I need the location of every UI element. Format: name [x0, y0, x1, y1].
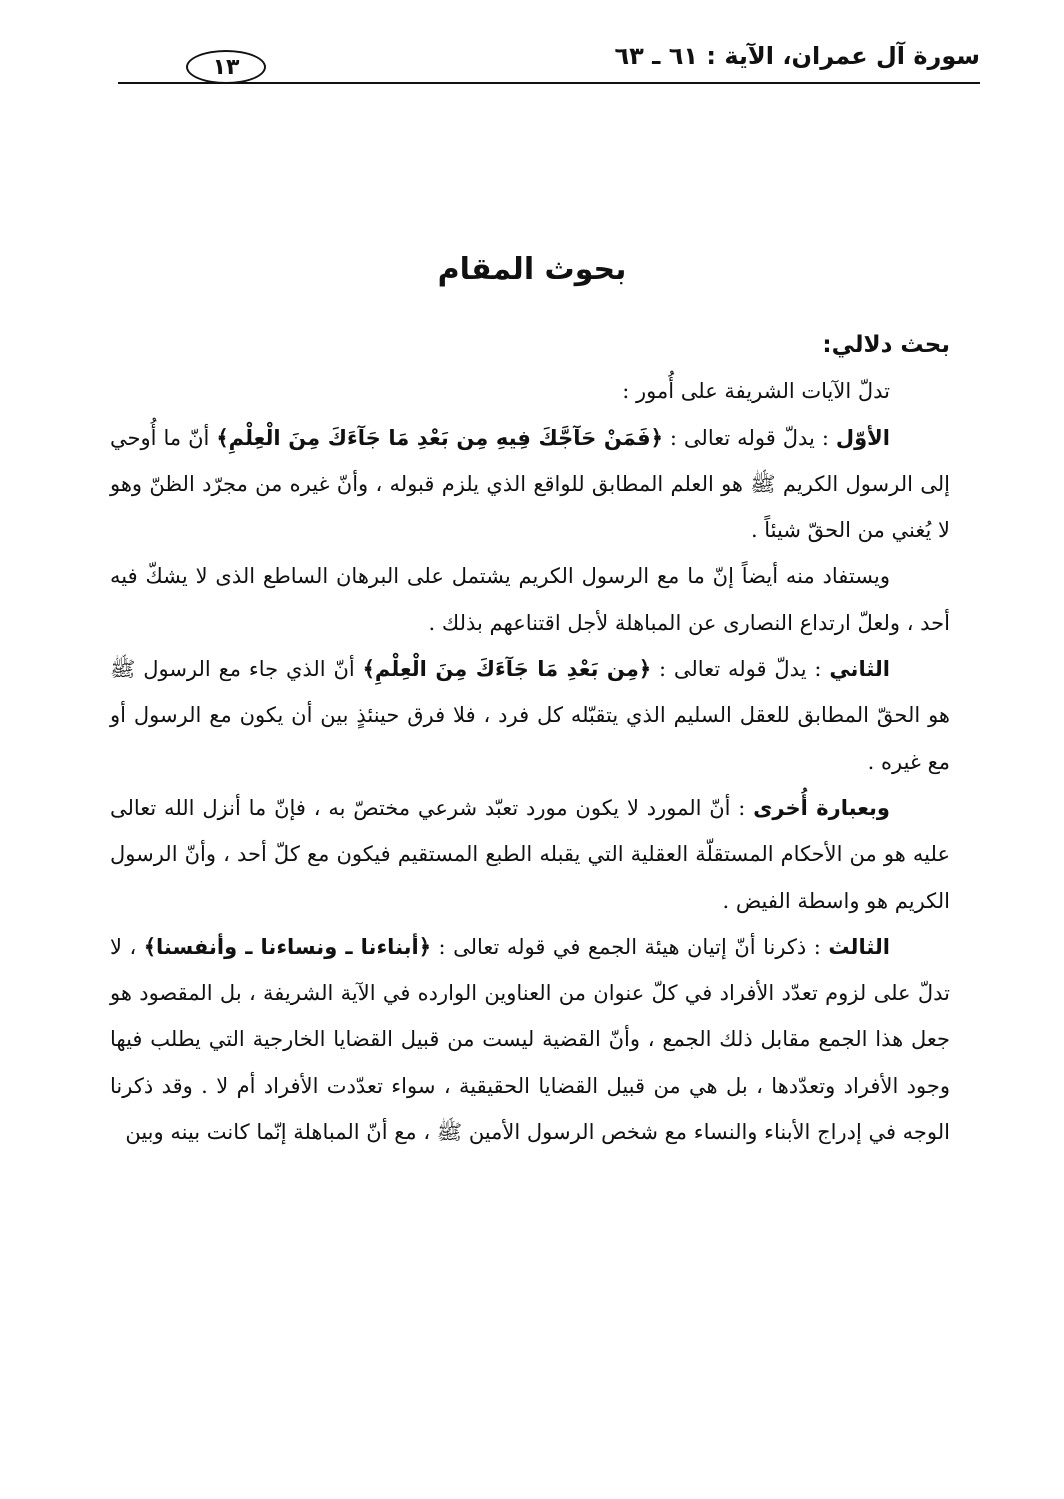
paragraph-second: ويستفاد منه أيضاً إنّ ما مع الرسول الكريم يشتمل على البرهان الساطع الذى لا يشكّ فيه أحد ، ولعلّ ارتداع النصارى عن المباهلة لأجل اقتناعهم بذلك . — [110, 564, 950, 635]
paragraph-label: الثاني — [829, 657, 890, 682]
paragraph-text: أنّ الذي جاء مع الرسول ﷺ هو الحقّ المطابق للعقل السليم الذي يتقبّله كل فرد ، فلا فرق حينئذٍ بين أن يكون مع الرسول أو مع غيره . — [110, 657, 950, 774]
paragraph-label: الأوّل — [835, 425, 890, 450]
paragraph-first — [110, 415, 950, 554]
running-header-title: سورة آل عمران، الآية : ٦١ ـ ٦٣ — [614, 42, 980, 70]
quran-quote: ﴿أبناءنا ـ ونساءنا ـ وأنفسنا﴾ — [143, 934, 432, 959]
page-number: ١٣ — [212, 54, 240, 80]
quran-quote: ﴿مِن بَعْدِ مَا جَآءَكَ مِنَ الْعِلْمِ﴾ — [362, 657, 652, 682]
page-number-badge — [186, 50, 266, 84]
paragraph-text: : يدلّ قوله تعالى : — [662, 425, 836, 450]
paragraph-fifth — [110, 924, 950, 1155]
paragraph-text: : ذكرنا أنّ إتيان هيئة الجمع في قوله تعالى : — [431, 934, 829, 959]
body-text — [110, 322, 950, 1155]
paragraph-text: : أنّ المورد لا يكون مورد تعبّد شرعي مختصّ به ، فإنّ ما أنزل الله تعالى عليه هو من الأحكام المستقلّة العقلية التي يقبله الطبع المستقيم فيكون مع كلّ أحد ، وأنّ الرسول الكريم هو واسطة الفيض . — [110, 795, 950, 913]
subsection-heading: بحث دلالي: — [822, 332, 950, 358]
paragraph-fourth — [110, 785, 950, 924]
section-title: بحوث المقام — [437, 252, 627, 287]
paragraph-text: ، لا تدلّ على لزوم تعدّد الأفراد في كلّ عنوان من العناوين الوارده في الآية الشريفة ، بل المقصود هو جعل هذا الجمع مقابل ذلك الجمع ، وأنّ القضية ليست من قبيل القضايا الخارجية التي يطلب فيها وجود الأفراد وتعدّدها ، بل هي من قبيل القضايا الحقيقية ، سواء تعدّدت الأفراد أم لا . وقد ذكرنا الوجه في إدراج الأبناء والنساء مع شخص الرسول الأمين ﷺ ، مع أنّ المباهلة إنّما كانت بينه وبين — [110, 934, 950, 1145]
paragraph-text: أنّ ما أُوحي إلى الرسول الكريم ﷺ هو العلم المطابق للواقع الذي يلزم قبوله ، وأنّ غيره من مجرّد الظنّ وهو لا يُغني من الحقّ شيئاً . — [110, 425, 950, 543]
paragraph-label: الثالث — [828, 934, 890, 959]
intro-paragraph: تدلّ الآيات الشريفة على أُمور : — [622, 379, 890, 404]
paragraph-label: وبعبارة أُخرى — [753, 795, 890, 820]
paragraph-third — [110, 646, 950, 785]
paragraph-text: : يدلّ قوله تعالى : — [651, 657, 830, 682]
quran-quote: ﴿فَمَنْ حَآجَّكَ فِيهِ مِن بَعْدِ مَا جَآءَكَ مِنَ الْعِلْمِ﴾ — [216, 425, 663, 450]
header-rule — [118, 82, 980, 84]
